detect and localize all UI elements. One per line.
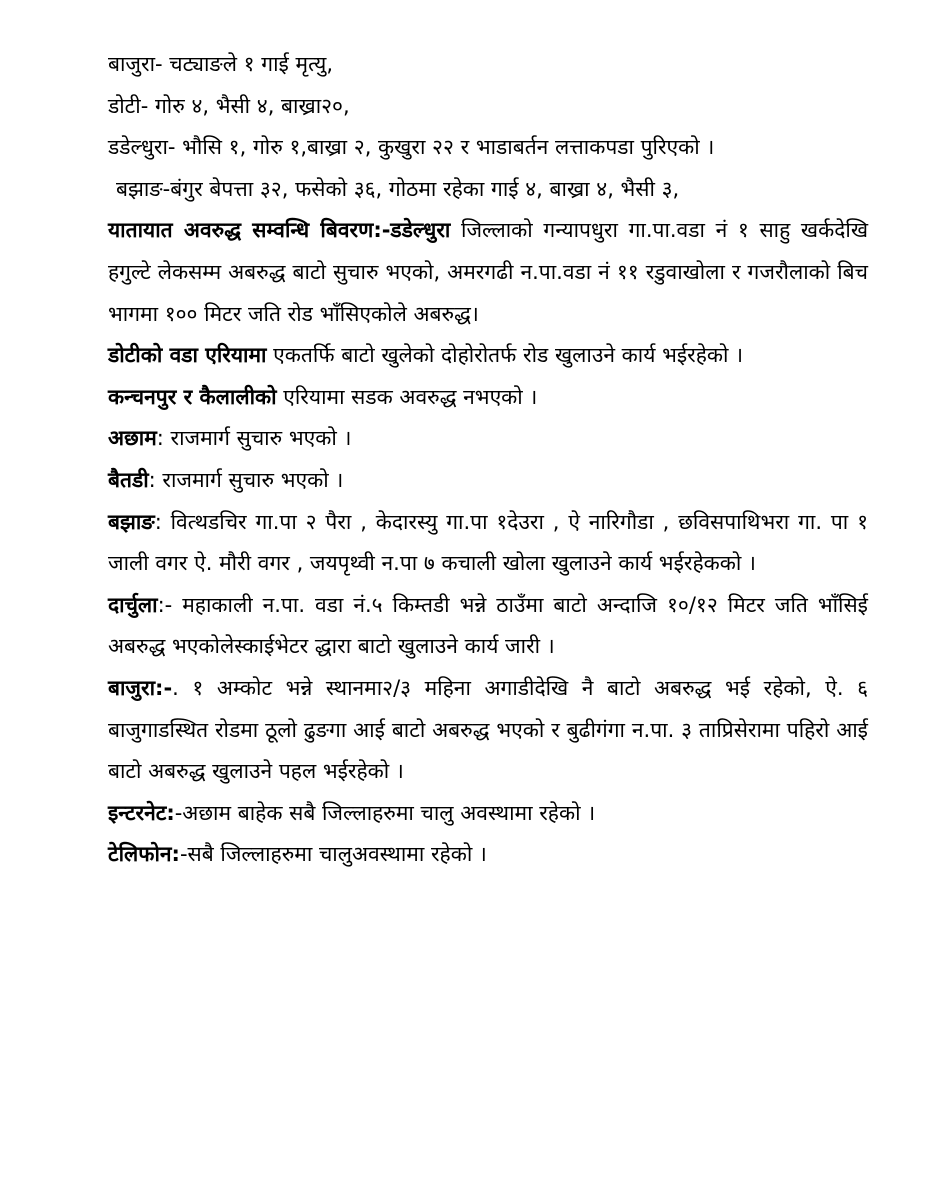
livestock-bajura: बाजुरा- चट्याङले १ गाई मृत्यु, bbox=[108, 52, 334, 76]
telephone-text: -सबै जिल्लाहरुमा चालुअवस्थामा रहेको । bbox=[179, 842, 487, 867]
internet-heading: इन्टरनेट: bbox=[108, 800, 175, 825]
livestock-dadeldhura: डडेल्धुरा- भौसि १, गोरु १,बाख्रा २, कुखुरा २२ र भाडाबर्तन लत्ताकपडा पुरिएको । bbox=[108, 135, 715, 160]
telephone-paragraph bbox=[108, 834, 868, 876]
doti-road-paragraph bbox=[108, 335, 868, 377]
transport-heading: यातायात अवरुद्ध सम्वन्धि बिवरण:-डडेल्धुरा bbox=[108, 218, 451, 243]
baitadi-text: : राजमार्ग सुचारु भएको । bbox=[148, 467, 344, 492]
internet-text: -अछाम बाहेक सबै जिल्लाहरुमा चालु अवस्थामा रहेको । bbox=[174, 800, 596, 825]
livestock-doti: डोटी- गोरु ४, भैसी ४, बाख्रा२०, bbox=[108, 93, 350, 118]
baitadi-heading: बैतडी bbox=[108, 467, 149, 492]
kanchanpur-text: एरियामा सडक अवरुद्ध नभएको । bbox=[276, 384, 538, 409]
document-body bbox=[108, 44, 868, 876]
doti-road-heading: डोटीको वडा एरियामा bbox=[108, 343, 267, 368]
darchula-heading: दार्चुला bbox=[108, 592, 158, 617]
achham-heading: अछाम bbox=[108, 426, 157, 451]
bajhang-road-paragraph bbox=[108, 502, 868, 585]
bajhang-road-heading: बझाङ bbox=[108, 509, 155, 534]
achham-text: : राजमार्ग सुचारु भएको । bbox=[156, 426, 352, 451]
kanchanpur-heading: कन्चनपुर र कैलालीको bbox=[108, 384, 277, 409]
bajura-road-heading: बाजुरा:- bbox=[108, 675, 173, 700]
bajura-road-text: . १ अम्कोट भन्ने स्थानमा२/३ महिना अगाडीदेखि नै बाटो अबरुद्ध भई रहेको, ऐ. ६ बाजुगाडस्थित रोडमा ठूलो ढुङगा आई बाटो अबरुद्ध भएको र बुढीगंगा न.पा. ३ ताप्रिसेरामा पहिरो आई बाटो अबरुद्ध खुलाउने पहल भईरहेको । bbox=[108, 675, 868, 784]
internet-paragraph bbox=[108, 793, 868, 835]
achham-paragraph bbox=[108, 418, 868, 460]
kanchanpur-paragraph bbox=[108, 377, 868, 419]
doti-road-text: एकतर्फि बाटो खुलेको दोहोरोतर्फ रोड खुलाउने कार्य भईरहेको । bbox=[266, 343, 744, 368]
transport-text: जिल्लाको गन्यापधुरा गा.पा.वडा नं १ साहु खर्कदेखि हगुल्टे लेकसम्म अबरुद्ध बाटो सुचारु भएको, अमरगढी न.पा.वडा नं ११ रडुवाखोला र गजरौलाको बिच भागमा १०० मिटर जति रोड भाँसिएकोले अबरुद्ध। bbox=[108, 218, 868, 326]
bajura-road-paragraph bbox=[108, 668, 868, 793]
livestock-bajhang: बझाङ-बंगुर बेपत्ता ३२, फसेको ३६, गोठमा रहेका गाई ४, बाख्रा ४, भैसी ३, bbox=[116, 176, 680, 201]
darchula-paragraph bbox=[108, 585, 868, 668]
bajhang-road-text: : वित्थडचिर गा.पा २ पैरा , केदारस्यु गा.पा १देउरा , ऐ नारिगौडा , छविसपाथिभरा गा. पा १ जाली वगर ऐ. मौरी वगर , जयपृथ्वी न.पा ७ कचाली खोला खुलाउने कार्य भईरहेकको । bbox=[108, 509, 868, 576]
transport-paragraph bbox=[108, 210, 868, 335]
telephone-heading: टेलिफोन: bbox=[108, 842, 180, 867]
baitadi-paragraph bbox=[108, 460, 868, 502]
darchula-text: :- महाकाली न.पा. वडा नं.५ किम्तडी भन्ने ठाउँमा बाटो अन्दाजि १०/१२ मिटर जति भाँसिई अबरुद्ध भएकोलेस्काईभेटर द्धारा बाटो खुलाउने कार्य जारी । bbox=[108, 592, 868, 659]
